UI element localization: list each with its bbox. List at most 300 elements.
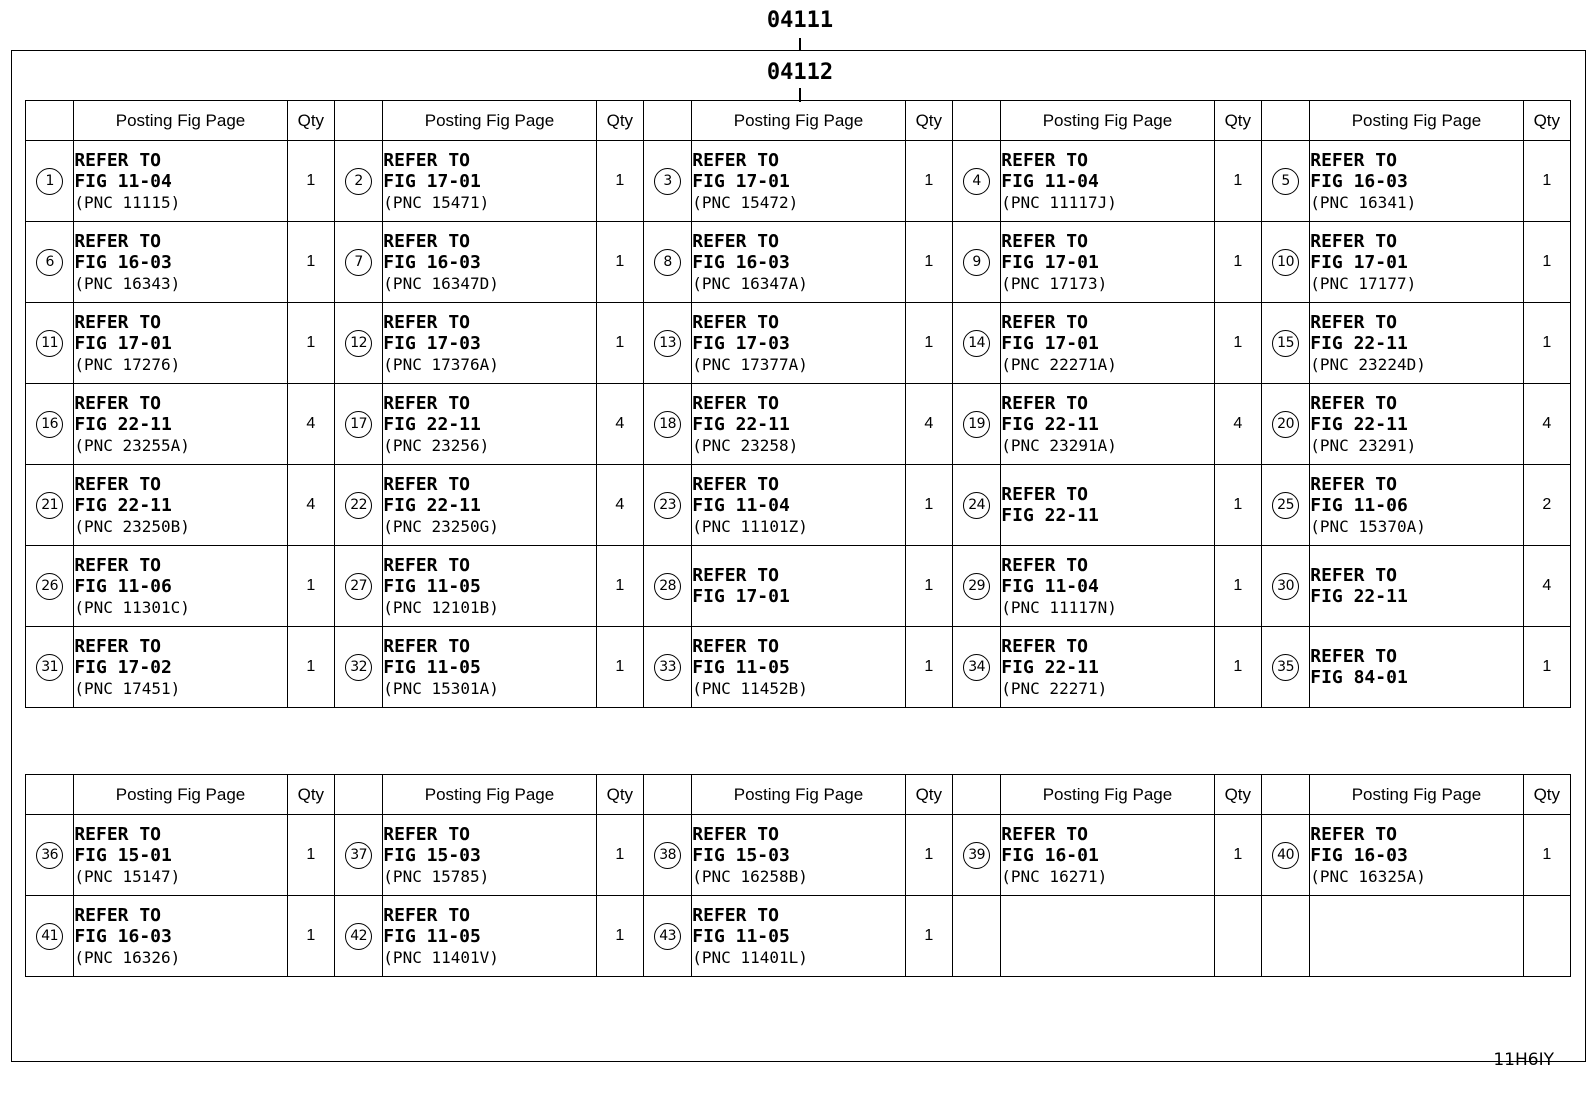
header-posting-fig-page: Posting Fig Page: [74, 775, 287, 815]
quantity-cell: 4: [1523, 384, 1570, 465]
quantity-cell: 1: [596, 896, 643, 977]
posting-fig-page-cell: [74, 627, 287, 708]
callout-cell: [334, 815, 382, 896]
quantity-cell: 1: [905, 141, 952, 222]
quantity-cell: 4: [596, 384, 643, 465]
refer-to-text: REFER TO: [692, 473, 779, 495]
posting-fig-page-cell: [1001, 141, 1214, 222]
fig-reference: FIG 22-11: [383, 494, 481, 516]
callout-cell: [643, 815, 691, 896]
quantity-cell: 1: [905, 815, 952, 896]
fig-reference: FIG 17-01: [1310, 251, 1408, 273]
pnc-reference: (PNC 11301C): [74, 597, 190, 617]
callout-cell: [643, 384, 691, 465]
quantity-cell: 1: [1523, 303, 1570, 384]
quantity-cell: 1: [596, 627, 643, 708]
callout-number: 7: [345, 249, 372, 276]
fig-reference: FIG 22-11: [1001, 505, 1099, 526]
refer-to-text: REFER TO: [383, 392, 470, 414]
posting-fig-page-cell: [692, 627, 905, 708]
callout-cell: [26, 896, 74, 977]
callout-number: 36: [36, 842, 63, 869]
refer-to-text: REFER TO: [74, 230, 162, 252]
refer-to-text: REFER TO: [74, 311, 162, 333]
refer-to-text: REFER TO: [1001, 230, 1088, 252]
posting-fig-page-cell: [692, 384, 905, 465]
callout-number: 6: [36, 249, 63, 276]
table-row: [26, 627, 1571, 708]
header-qty: Qty: [1214, 101, 1261, 141]
quantity-cell: 1: [287, 303, 334, 384]
pnc-reference: (PNC 11452B): [692, 678, 808, 698]
callout-cell: [952, 384, 1000, 465]
pnc-reference: (PNC 16341): [1310, 192, 1417, 212]
header-qty: Qty: [905, 775, 952, 815]
callout-number: 25: [1272, 492, 1299, 519]
refer-to-text: REFER TO: [383, 230, 470, 252]
callout-cell: [334, 465, 382, 546]
pnc-reference: (PNC 17173): [1001, 273, 1108, 293]
callout-number: 1: [36, 168, 63, 195]
callout-number: 12: [345, 330, 372, 357]
fig-reference: FIG 16-03: [74, 925, 172, 947]
header-posting-fig-page: Posting Fig Page: [1310, 101, 1523, 141]
refer-to-text: REFER TO: [1310, 392, 1397, 414]
posting-fig-page-cell: [383, 815, 596, 896]
refer-to-text: REFER TO: [1001, 311, 1088, 333]
refer-to-text: REFER TO: [1310, 230, 1397, 252]
callout-number: 43: [654, 923, 681, 950]
quantity-cell: 1: [287, 627, 334, 708]
header-index-cell: [952, 775, 1000, 815]
refer-to-text: REFER TO: [1001, 635, 1088, 657]
posting-fig-page-cell: [692, 141, 905, 222]
refer-to-text: REFER TO: [383, 149, 470, 171]
callout-number: 3: [654, 168, 681, 195]
quantity-cell: 1: [596, 303, 643, 384]
fig-reference: FIG 16-03: [1310, 844, 1408, 866]
fig-reference: FIG 17-02: [74, 656, 172, 678]
callout-number: 14: [963, 330, 990, 357]
posting-fig-page-cell: [383, 384, 596, 465]
posting-fig-page-cell: [74, 896, 287, 977]
posting-fig-page-cell: [74, 303, 287, 384]
pnc-reference: (PNC 17377A): [692, 354, 808, 374]
quantity-cell: 1: [1214, 222, 1261, 303]
fig-reference: FIG 17-01: [74, 332, 172, 354]
posting-fig-page-cell: [692, 815, 905, 896]
posting-fig-page-cell: [1001, 465, 1214, 546]
refer-to-text: REFER TO: [692, 392, 779, 414]
posting-fig-page-cell: [1001, 303, 1214, 384]
refer-to-text: REFER TO: [692, 311, 779, 333]
fig-reference: FIG 16-03: [692, 251, 790, 273]
assembly-code-inner: 04112: [766, 60, 834, 85]
header-qty: Qty: [596, 101, 643, 141]
callout-number: 34: [963, 654, 990, 681]
callout-cell: [952, 222, 1000, 303]
quantity-cell: 1: [1214, 627, 1261, 708]
callout-cell: [334, 627, 382, 708]
refer-to-text: REFER TO: [74, 149, 162, 171]
quantity-cell: 1: [905, 896, 952, 977]
callout-number: 23: [654, 492, 681, 519]
fig-reference: FIG 17-01: [1001, 251, 1099, 273]
callout-number: 19: [963, 411, 990, 438]
fig-reference: FIG 17-03: [383, 332, 481, 354]
header-qty: Qty: [596, 775, 643, 815]
fig-reference: FIG 22-11: [74, 413, 172, 435]
refer-to-text: REFER TO: [74, 473, 162, 495]
fig-reference: FIG 11-05: [692, 925, 790, 947]
callout-cell: [952, 896, 1000, 977]
callout-cell: [26, 384, 74, 465]
refer-to-text: REFER TO: [1310, 149, 1397, 171]
refer-to-text: REFER TO: [1001, 554, 1088, 576]
refer-to-text: REFER TO: [383, 473, 470, 495]
quantity-cell: 4: [1214, 384, 1261, 465]
pnc-reference: (PNC 11117N): [1001, 597, 1117, 617]
callout-cell: [26, 222, 74, 303]
quantity-cell: 1: [287, 815, 334, 896]
pnc-reference: (PNC 11101Z): [692, 516, 808, 536]
posting-fig-page-cell: [74, 141, 287, 222]
quantity-cell: 1: [1523, 141, 1570, 222]
callout-number: 15: [1272, 330, 1299, 357]
posting-fig-page-cell: [1310, 141, 1523, 222]
header-qty: Qty: [1214, 775, 1261, 815]
quantity-cell: 1: [287, 546, 334, 627]
callout-cell: [334, 303, 382, 384]
posting-fig-page-cell: [692, 465, 905, 546]
pnc-reference: (PNC 16343): [74, 273, 181, 293]
posting-fig-page-cell: [1310, 303, 1523, 384]
fig-reference: FIG 11-05: [383, 925, 481, 947]
refer-to-text: REFER TO: [1310, 473, 1397, 495]
fig-reference: FIG 84-01: [1310, 667, 1408, 688]
fig-reference: FIG 22-11: [1310, 586, 1408, 607]
quantity-cell: 1: [1214, 141, 1261, 222]
refer-to-text: REFER TO: [692, 635, 779, 657]
callout-number: 18: [654, 411, 681, 438]
callout-number: 41: [36, 923, 63, 950]
quantity-cell: 4: [287, 465, 334, 546]
posting-fig-page-cell: [1310, 546, 1523, 627]
header-index-cell: [334, 775, 382, 815]
header-qty: Qty: [905, 101, 952, 141]
callout-cell: [643, 222, 691, 303]
callout-number: 38: [654, 842, 681, 869]
quantity-cell: 1: [905, 222, 952, 303]
refer-to-text: REFER TO: [383, 823, 470, 845]
quantity-cell: 1: [1214, 546, 1261, 627]
posting-fig-page-cell: [74, 465, 287, 546]
fig-reference: FIG 16-01: [1001, 844, 1099, 866]
pnc-reference: (PNC 15471): [383, 192, 490, 212]
header-posting-fig-page: Posting Fig Page: [692, 775, 905, 815]
fig-reference: FIG 17-01: [1001, 332, 1099, 354]
refer-to-text: REFER TO: [1001, 823, 1088, 845]
refer-to-text: REFER TO: [74, 554, 162, 576]
callout-number: 21: [36, 492, 63, 519]
posting-fig-page-cell: [383, 627, 596, 708]
posting-fig-page-cell: [1001, 546, 1214, 627]
fig-reference: FIG 22-11: [1310, 332, 1408, 354]
callout-number: 4: [963, 168, 990, 195]
table-row: [26, 384, 1571, 465]
quantity-cell: 1: [1523, 627, 1570, 708]
refer-to-text: REFER TO: [692, 565, 779, 586]
callout-cell: [26, 303, 74, 384]
pnc-reference: (PNC 16271): [1001, 866, 1108, 886]
table-row: [26, 465, 1571, 546]
callout-number: 33: [654, 654, 681, 681]
callout-number: 11: [36, 330, 63, 357]
fig-reference: FIG 15-03: [383, 844, 481, 866]
refer-to-text: REFER TO: [383, 635, 470, 657]
header-posting-fig-page: Posting Fig Page: [383, 101, 596, 141]
pnc-reference: (PNC 23255A): [74, 435, 190, 455]
posting-fig-page-cell: [1310, 627, 1523, 708]
posting-fig-page-cell: [1001, 815, 1214, 896]
refer-to-text: REFER TO: [692, 823, 779, 845]
refer-to-text: REFER TO: [692, 149, 779, 171]
fig-reference: FIG 11-04: [1001, 575, 1099, 597]
header-posting-fig-page: Posting Fig Page: [383, 775, 596, 815]
pnc-reference: (PNC 12101B): [383, 597, 499, 617]
pnc-reference: (PNC 23291A): [1001, 435, 1117, 455]
fig-reference: FIG 11-04: [1001, 170, 1099, 192]
callout-cell: [952, 303, 1000, 384]
quantity-cell: [1214, 896, 1261, 977]
fig-reference: FIG 11-05: [383, 656, 481, 678]
parts-reference-table-1: [25, 100, 1571, 708]
posting-fig-page-cell: [74, 384, 287, 465]
callout-cell: [26, 546, 74, 627]
refer-to-text: REFER TO: [1310, 646, 1397, 667]
posting-fig-page-cell: [692, 222, 905, 303]
fig-reference: FIG 22-11: [692, 413, 790, 435]
assembly-code-outer: 04111: [766, 8, 834, 33]
posting-fig-page-cell: [383, 546, 596, 627]
fig-reference: FIG 15-01: [74, 844, 172, 866]
callout-number: 22: [345, 492, 372, 519]
header-qty: Qty: [287, 775, 334, 815]
table-row: [26, 222, 1571, 303]
quantity-cell: 1: [596, 815, 643, 896]
callout-cell: [952, 627, 1000, 708]
callout-cell: [1261, 465, 1309, 546]
callout-number: 26: [36, 573, 63, 600]
callout-number: 16: [36, 411, 63, 438]
quantity-cell: 1: [1214, 465, 1261, 546]
table-header-row: [26, 775, 1571, 815]
refer-to-text: REFER TO: [1310, 823, 1397, 845]
refer-to-text: REFER TO: [1001, 392, 1088, 414]
pnc-reference: (PNC 17276): [74, 354, 181, 374]
posting-fig-page-cell: [1001, 384, 1214, 465]
pnc-reference: (PNC 17376A): [383, 354, 499, 374]
callout-cell: [334, 896, 382, 977]
pnc-reference: (PNC 23258): [692, 435, 799, 455]
posting-fig-page-cell: [383, 465, 596, 546]
callout-cell: [643, 303, 691, 384]
callout-number: 29: [963, 573, 990, 600]
callout-number: 2: [345, 168, 372, 195]
fig-reference: FIG 17-03: [692, 332, 790, 354]
fig-reference: FIG 11-05: [692, 656, 790, 678]
pnc-reference: (PNC 16258B): [692, 866, 808, 886]
callout-cell: [952, 546, 1000, 627]
posting-fig-page-cell: [1001, 222, 1214, 303]
callout-number: 42: [345, 923, 372, 950]
callout-cell: [643, 465, 691, 546]
header-index-cell: [26, 775, 74, 815]
pnc-reference: (PNC 22271A): [1001, 354, 1117, 374]
fig-reference: FIG 11-06: [1310, 494, 1408, 516]
callout-cell: [1261, 627, 1309, 708]
posting-fig-page-cell: [1001, 896, 1214, 977]
pnc-reference: (PNC 16325A): [1310, 866, 1426, 886]
posting-fig-page-cell: [383, 303, 596, 384]
pnc-reference: (PNC 15472): [692, 192, 799, 212]
table-header-row: [26, 101, 1571, 141]
callout-number: 10: [1272, 249, 1299, 276]
table-row: [26, 303, 1571, 384]
leader-line-outer: [799, 38, 801, 50]
pnc-reference: (PNC 15370A): [1310, 516, 1426, 536]
callout-number: 8: [654, 249, 681, 276]
callout-cell: [26, 141, 74, 222]
refer-to-text: REFER TO: [1001, 149, 1088, 171]
posting-fig-page-cell: [1310, 222, 1523, 303]
quantity-cell: 1: [287, 222, 334, 303]
callout-cell: [1261, 303, 1309, 384]
callout-cell: [1261, 546, 1309, 627]
fig-reference: FIG 11-04: [74, 170, 172, 192]
pnc-reference: (PNC 15785): [383, 866, 490, 886]
posting-fig-page-cell: [1310, 465, 1523, 546]
fig-reference: FIG 15-03: [692, 844, 790, 866]
fig-reference: FIG 22-11: [1310, 413, 1408, 435]
quantity-cell: 1: [1523, 222, 1570, 303]
refer-to-text: REFER TO: [74, 392, 162, 414]
posting-fig-page-cell: [383, 222, 596, 303]
pnc-reference: (PNC 11115): [74, 192, 181, 212]
pnc-reference: (PNC 15301A): [383, 678, 499, 698]
posting-fig-page-cell: [1310, 815, 1523, 896]
callout-cell: [26, 627, 74, 708]
fig-reference: FIG 22-11: [1001, 413, 1099, 435]
fig-reference: FIG 16-03: [1310, 170, 1408, 192]
callout-number: 32: [345, 654, 372, 681]
header-qty: Qty: [287, 101, 334, 141]
quantity-cell: 4: [287, 384, 334, 465]
quantity-cell: 1: [905, 546, 952, 627]
posting-fig-page-cell: [383, 896, 596, 977]
pnc-reference: (PNC 23250G): [383, 516, 499, 536]
callout-cell: [1261, 384, 1309, 465]
callout-number: 13: [654, 330, 681, 357]
callout-cell: [334, 384, 382, 465]
callout-cell: [643, 896, 691, 977]
callout-number: 35: [1272, 654, 1299, 681]
header-index-cell: [26, 101, 74, 141]
quantity-cell: 4: [905, 384, 952, 465]
quantity-cell: 1: [905, 627, 952, 708]
pnc-reference: (PNC 11401L): [692, 947, 808, 967]
pnc-reference: (PNC 11117J): [1001, 192, 1117, 212]
callout-cell: [1261, 896, 1309, 977]
refer-to-text: REFER TO: [74, 823, 162, 845]
callout-cell: [1261, 222, 1309, 303]
quantity-cell: 4: [1523, 546, 1570, 627]
callout-number: 39: [963, 842, 990, 869]
callout-number: 28: [654, 573, 681, 600]
header-posting-fig-page: Posting Fig Page: [74, 101, 287, 141]
quantity-cell: 2: [1523, 465, 1570, 546]
fig-reference: FIG 16-03: [74, 251, 172, 273]
pnc-reference: (PNC 15147): [74, 866, 181, 886]
pnc-reference: (PNC 23250B): [74, 516, 190, 536]
header-posting-fig-page: Posting Fig Page: [1001, 775, 1214, 815]
posting-fig-page-cell: [1310, 384, 1523, 465]
posting-fig-page-cell: [1001, 627, 1214, 708]
refer-to-text: REFER TO: [1001, 484, 1088, 505]
quantity-cell: 1: [905, 465, 952, 546]
fig-reference: FIG 17-01: [692, 586, 790, 607]
pnc-reference: (PNC 23291): [1310, 435, 1417, 455]
pnc-reference: (PNC 17177): [1310, 273, 1417, 293]
callout-number: 40: [1272, 842, 1299, 869]
refer-to-text: REFER TO: [74, 904, 162, 926]
quantity-cell: 1: [1523, 815, 1570, 896]
posting-fig-page-cell: [692, 546, 905, 627]
header-posting-fig-page: Posting Fig Page: [1001, 101, 1214, 141]
quantity-cell: 1: [596, 546, 643, 627]
callout-cell: [643, 141, 691, 222]
pnc-reference: (PNC 16347D): [383, 273, 499, 293]
fig-reference: FIG 11-04: [692, 494, 790, 516]
quantity-cell: 1: [287, 141, 334, 222]
header-index-cell: [643, 775, 691, 815]
posting-fig-page-cell: [74, 815, 287, 896]
fig-reference: FIG 16-03: [383, 251, 481, 273]
table-row: [26, 896, 1571, 977]
pnc-reference: (PNC 17451): [74, 678, 181, 698]
quantity-cell: 1: [596, 141, 643, 222]
callout-number: 30: [1272, 573, 1299, 600]
header-posting-fig-page: Posting Fig Page: [692, 101, 905, 141]
quantity-cell: 1: [1214, 815, 1261, 896]
callout-cell: [334, 222, 382, 303]
header-qty: Qty: [1523, 775, 1570, 815]
callout-cell: [952, 141, 1000, 222]
refer-to-text: REFER TO: [1310, 311, 1397, 333]
callout-cell: [334, 141, 382, 222]
header-index-cell: [643, 101, 691, 141]
refer-to-text: REFER TO: [383, 904, 470, 926]
fig-reference: FIG 22-11: [1001, 656, 1099, 678]
refer-to-text: REFER TO: [383, 554, 470, 576]
quantity-cell: [1523, 896, 1570, 977]
header-index-cell: [334, 101, 382, 141]
callout-cell: [334, 546, 382, 627]
illustration-id: 11H6IY: [1493, 1050, 1554, 1070]
callout-cell: [1261, 141, 1309, 222]
callout-cell: [643, 627, 691, 708]
table-row: [26, 141, 1571, 222]
